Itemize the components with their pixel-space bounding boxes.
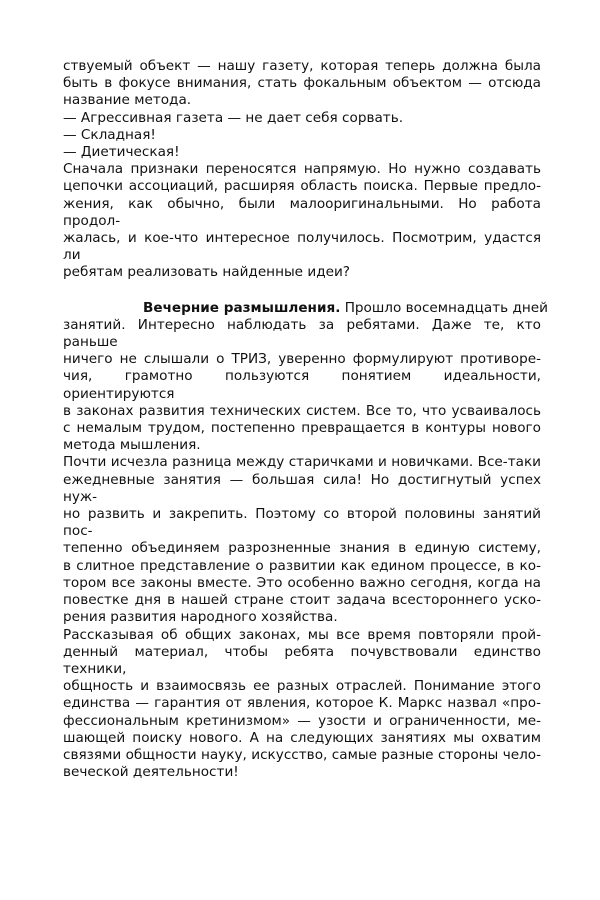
text-line: но развить и закрепить. Поэтому со второй половины занятий пос- — [63, 506, 541, 540]
text-line: Почти исчезла разница между старичками и новичками. Все-таки — [63, 454, 541, 471]
text-line: ежедневные занятия — большая сила! Но достигнутый успех нуж- — [63, 471, 541, 505]
dialog-line: — Складная! — [63, 126, 156, 143]
text-line: название метода. — [63, 92, 192, 109]
paragraph-4 — [63, 454, 541, 626]
text-line: денный материал, чтобы ребята почувствовали единство техники, — [63, 643, 541, 677]
text-line: с немалым трудом, постепенно превращается в контуры нового — [63, 420, 541, 437]
dialog-lines — [63, 110, 541, 162]
text-line: общность и взаимосвязь ее разных отраслей. Понимание этого — [63, 678, 541, 695]
dialog-line: — Диетическая! — [63, 144, 180, 161]
text-line: Рассказывая об общих законах, мы все время повторяли прой- — [63, 626, 541, 643]
text-line: метода мышления. — [63, 437, 201, 454]
text-line: ничего не слышали о ТРИЗ, уверенно формулируют противоре- — [63, 351, 541, 368]
text-line: в законах развития технических систем. Все то, что усваивалось — [63, 402, 541, 419]
paragraph-5 — [63, 627, 541, 782]
section-heading: Вечерние размышления. — [143, 299, 341, 316]
text-line: шающей поиску нового. А на следующих занятиях мы охватим — [63, 729, 541, 746]
section-gap — [63, 282, 541, 300]
text-line: рения развития народного хозяйства. — [63, 609, 338, 626]
heading-continuation: Прошло восемнадцать дней — [340, 299, 548, 316]
text-line: единства — гарантия от явления, которое К. Маркс назвал «про- — [63, 695, 541, 712]
text-line: тепенно объединяем разрозненные знания в единую систему, — [63, 540, 541, 557]
text-line: ребятам реализовать найденные идеи? — [63, 264, 351, 281]
paragraph-evening-reflections — [63, 299, 548, 455]
text-line: повестке дня в нашей стране стоит задача всестороннего уско- — [63, 592, 541, 609]
text-line: чия, грамотно пользуются понятием идеальности, ориентируются — [63, 368, 541, 402]
text-line: жения, как обычно, были малооригинальными. Но работа продол- — [63, 195, 541, 229]
page-text — [63, 58, 548, 781]
paragraph-2 — [63, 161, 541, 281]
text-line: веческой деятельности! — [63, 764, 239, 781]
text-line: связями общности науку, искусство, самые разные стороны чело- — [63, 746, 541, 763]
dialog-line: — Агрессивная газета — не дает себя сорвать. — [63, 109, 404, 126]
paragraph-1 — [63, 58, 541, 110]
text-line: в слитное представление о развитии как едином процессе, в ко- — [63, 557, 541, 574]
text-line: жалась, и кое-что интересное получилось. Посмотрим, удастся ли — [63, 230, 541, 264]
text-line: фессиональным кретинизмом» — узости и ограниченности, ме- — [63, 712, 541, 729]
text-line: занятий. Интересно наблюдать за ребятами. Даже те, кто раньше — [63, 316, 541, 351]
text-line: цепочки ассоциаций, расширяя область поиска. Первые предло- — [63, 178, 541, 195]
text-line: быть в фокусе внимания, стать фокальным объектом — отсюда — [63, 75, 541, 92]
text-line: тором все законы вместе. Это особенно важно сегодня, когда на — [63, 574, 541, 591]
text-line — [63, 299, 548, 317]
text-line: Сначала признаки переносятся напрямую. Но нужно создавать — [63, 161, 541, 178]
text-line: ствуемый объект — нашу газету, которая теперь должна была — [63, 58, 541, 74]
